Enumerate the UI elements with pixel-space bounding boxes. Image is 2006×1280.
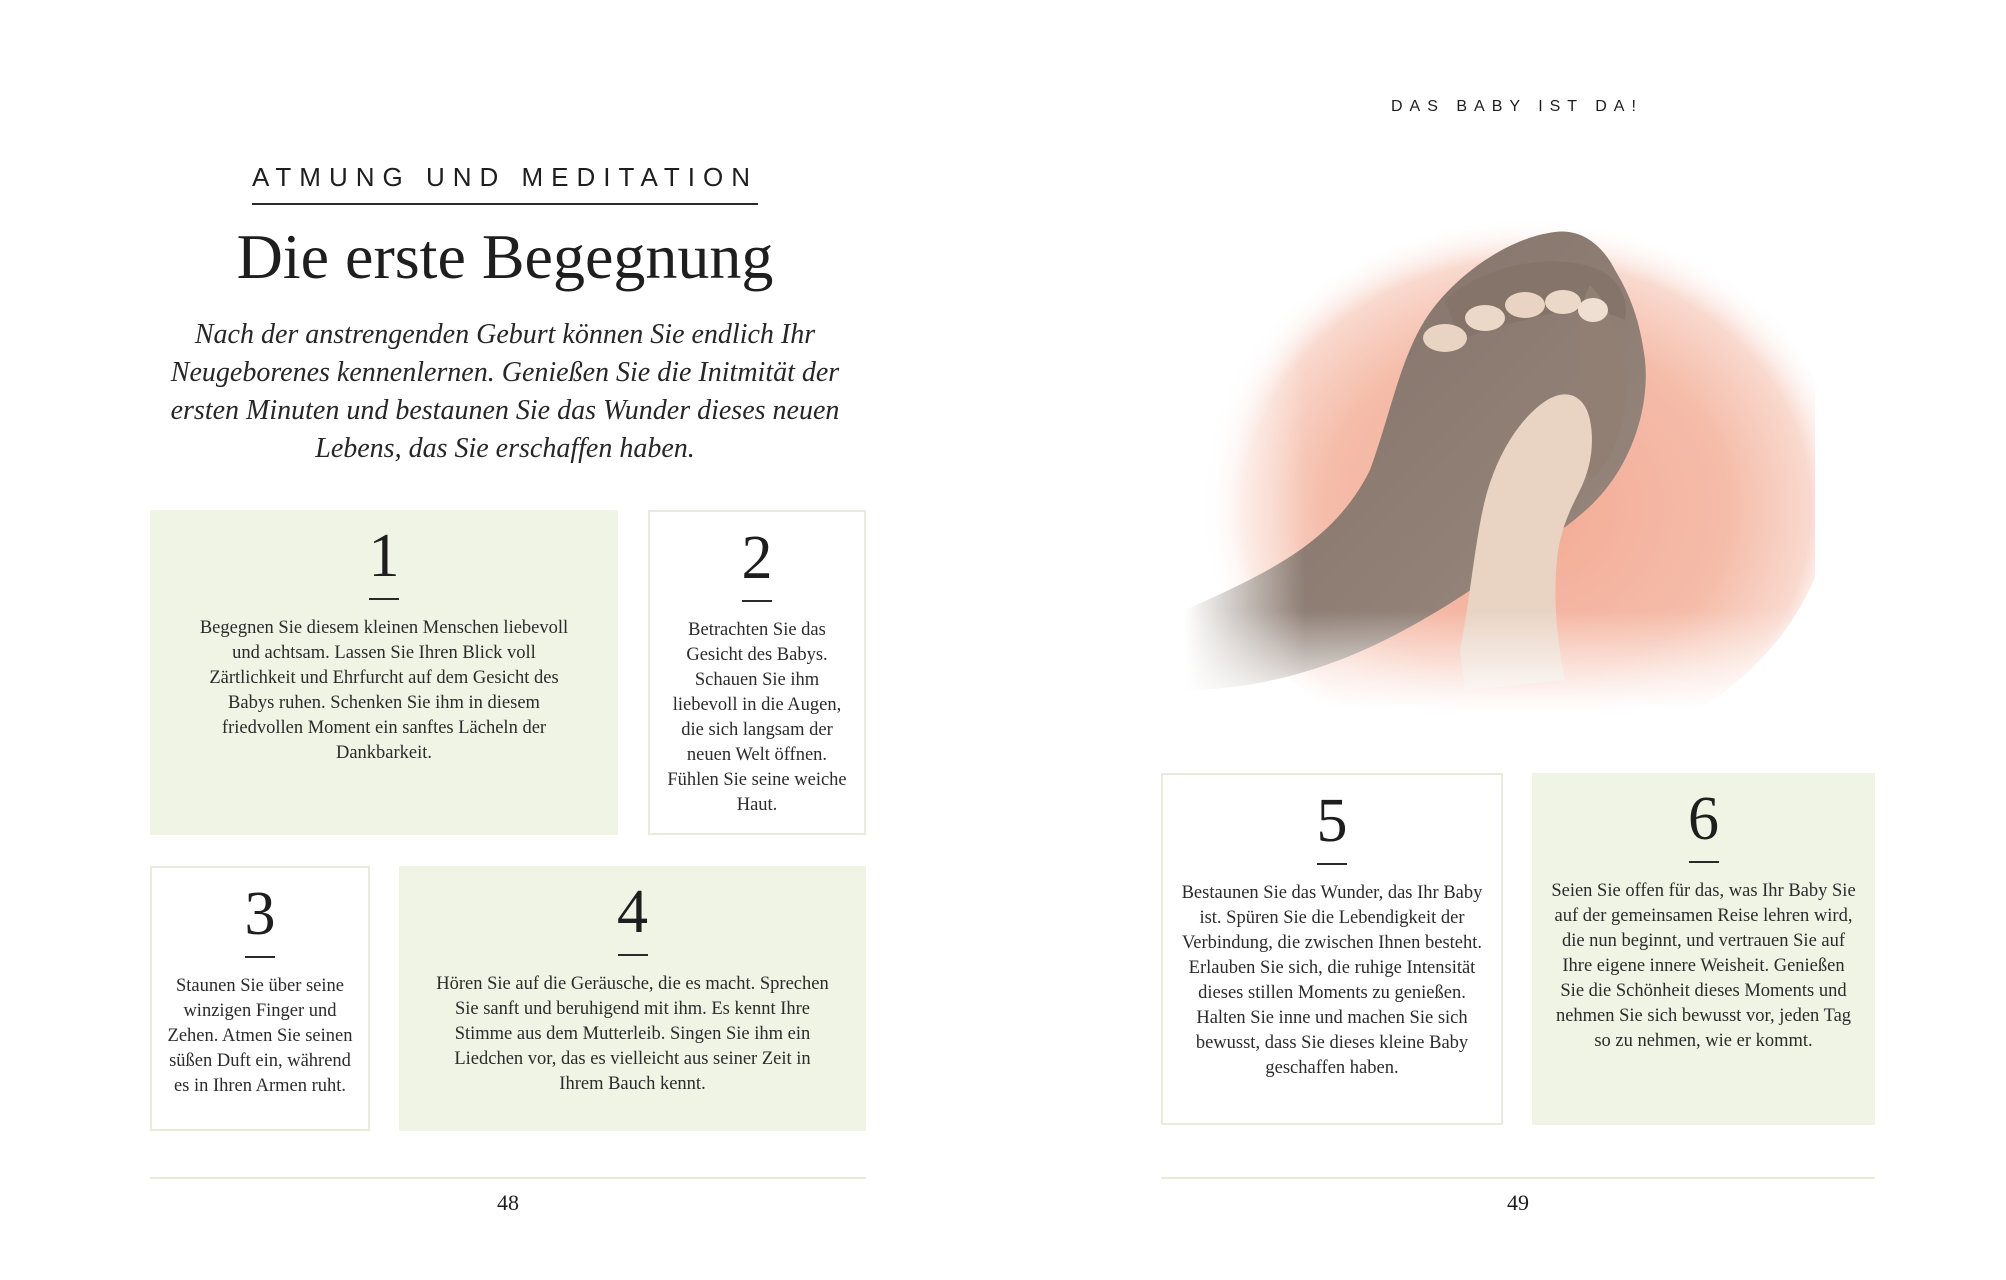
step-number-rule (618, 954, 648, 956)
page-number-left: 48 (497, 1190, 519, 1215)
adult-hand-holding-baby-hand-illustration (1185, 170, 1815, 710)
step-number: 4 (617, 878, 648, 946)
step-box-1 (150, 510, 618, 835)
page-number-right: 49 (1507, 1190, 1529, 1215)
step-number: 5 (1316, 787, 1348, 855)
step-text: Staunen Sie über seine winzigen Finger und Zehen. Atmen Sie seinen süßen Duft ein, während es in Ihren Armen ruht. (167, 976, 353, 1096)
hands-illustration (1185, 170, 1815, 710)
footer-rule-right (1161, 1177, 1875, 1179)
intro-paragraph: Nach der anstrengenden Geburt können Sie endlich Ihr Neugeborenes kennenlernen. Genießen Sie die Initmität der ersten Minuten und bestaunen Sie das Wunder dieses neuen Lebens, das Sie erschaffen haben. (170, 319, 840, 464)
section-label-underline (252, 203, 758, 205)
step-box-6 (1532, 773, 1875, 1125)
section-label: ATMUNG UND MEDITATION (252, 162, 758, 192)
step-text: Begegnen Sie diesem kleinen Menschen liebevoll und achtsam. Lassen Sie Ihren Blick voll Zärtlichkeit und Ehrfurcht auf dem Gesicht des Babys ruhen. Schenken Sie ihm in diesem friedvollen Moment ein sanftes Lächeln der Dankbarkeit. (199, 618, 569, 763)
step-text: Hören Sie auf die Geräusche, die es macht. Sprechen Sie sanft und beruhigend mit ihm. Es kennt Ihre Stimme aus dem Mutterleib. Singen Sie ihm ein Liedchen vor, das es vielleicht aus seiner Zeit in Ihrem Bauch kennt. (436, 974, 829, 1094)
step-box-3 (150, 866, 370, 1131)
step-text: Betrachten Sie das Gesicht des Babys. Schauen Sie ihm liebevoll in die Augen, die sich langsam der neuen Welt öffnen. Fühlen Sie seine weiche Haut. (667, 620, 847, 815)
step-number: 1 (368, 522, 400, 590)
step-box-4 (399, 866, 866, 1131)
step-text: Bestaunen Sie das Wunder, das Ihr Baby ist. Spüren Sie die Lebendigkeit der Verbindung, die zwischen Ihnen besteht. Erlauben Sie sich, die ruhige Intensität dieses stillen Moments zu genießen. Halten Sie inne und machen Sie sich bewusst, dass Sie dieses kleine Baby geschaffen haben. (1181, 883, 1483, 1078)
footer-rule-left (150, 1177, 866, 1179)
page-title: Die erste Begegnung (236, 221, 774, 292)
running-head: DAS BABY IST DA! (1391, 98, 1643, 115)
step-number: 3 (244, 880, 276, 948)
step-number-rule (369, 598, 399, 600)
step-box-2 (648, 510, 866, 835)
step-number-rule (1689, 861, 1719, 863)
step-number: 2 (741, 524, 773, 592)
step-number-rule (245, 956, 275, 958)
step-text: Seien Sie offen für das, was Ihr Baby Sie auf der gemeinsamen Reise lehren wird, die nun beginnt, und vertrauen Sie auf Ihre eigene innere Weisheit. Genießen Sie die Schönheit dieses Moments und nehmen Sie sich bewusst vor, jeden Tag so zu nehmen, wie er kommt. (1551, 881, 1856, 1051)
step-box-5 (1161, 773, 1503, 1125)
step-number-rule (1317, 863, 1347, 865)
step-number-rule (742, 600, 772, 602)
step-number: 6 (1688, 785, 1719, 853)
